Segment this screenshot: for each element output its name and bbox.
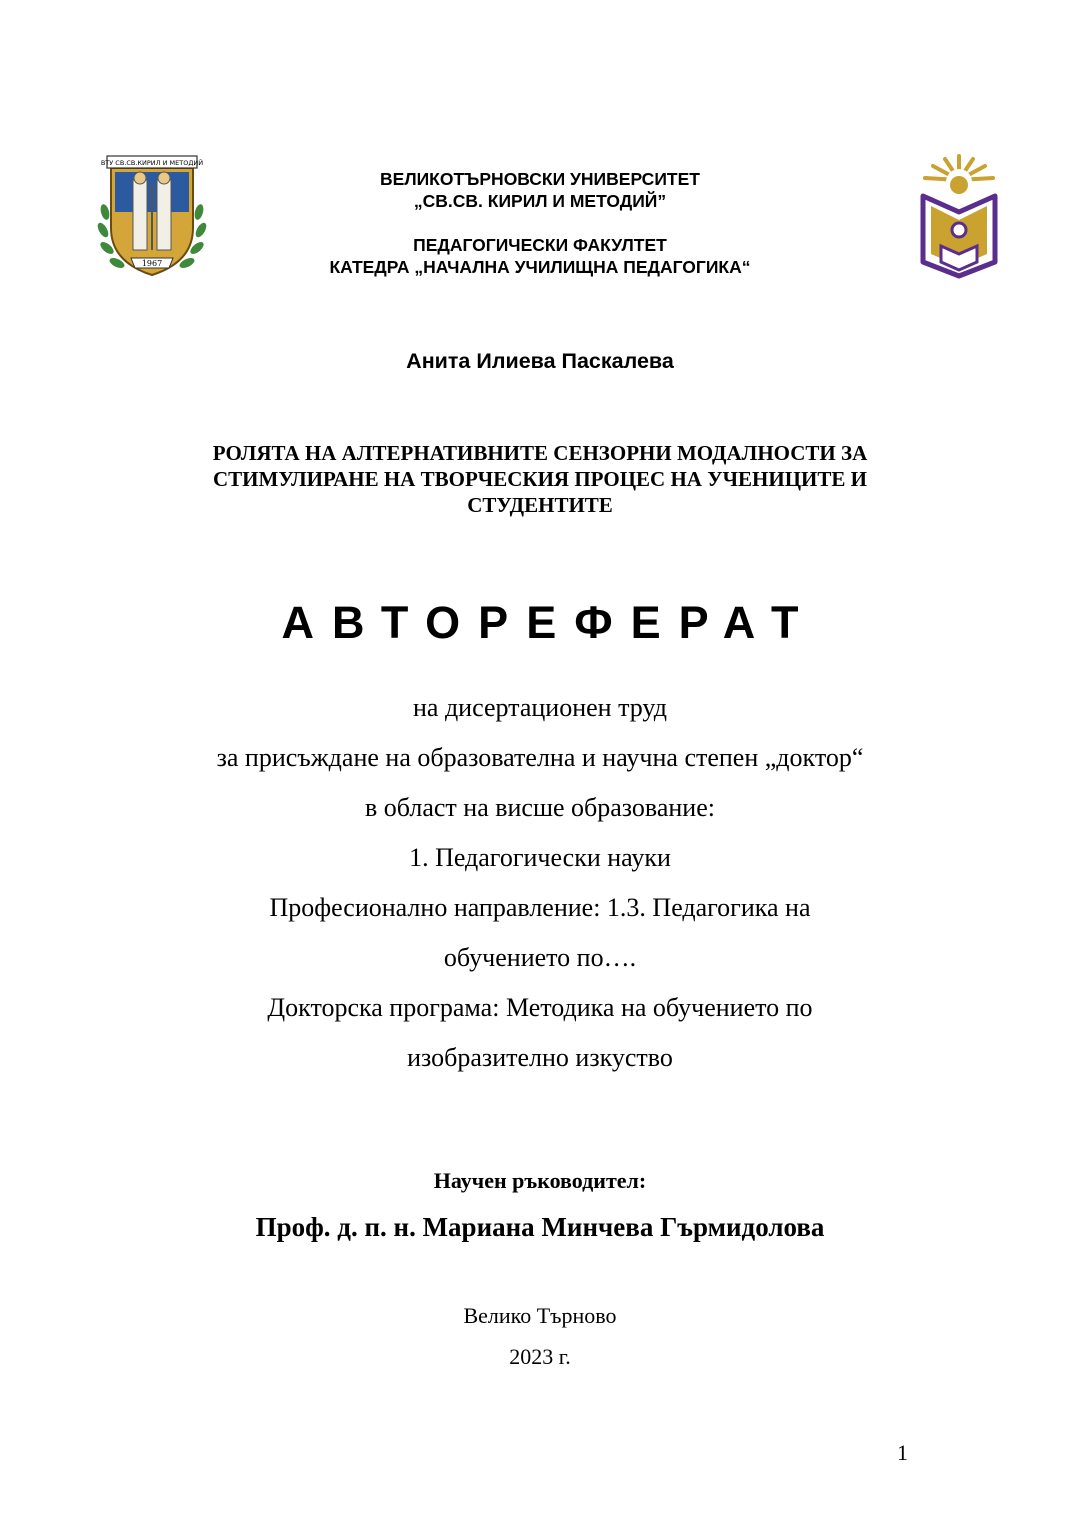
- description-line: обучението по….: [443, 943, 637, 972]
- description-line: 1. Педагогически науки: [409, 843, 671, 872]
- supervisor-name: Проф. д. п. н. Мариана Минчева Гърмидолова: [255, 1212, 825, 1242]
- crest-ribbon-text: ВТУ СВ.СВ.КИРИЛ И МЕТОДИЙ: [100, 159, 204, 167]
- thesis-title: [130, 440, 950, 518]
- description-line: изобразително изкуство: [407, 1043, 673, 1072]
- description-line: Докторска програма: Методика на обучението по: [267, 993, 813, 1022]
- description-line: на дисертационен труд: [413, 693, 667, 722]
- crest-year: 1967: [141, 259, 163, 268]
- university-name: [230, 168, 850, 212]
- degree-description: [0, 683, 1080, 1083]
- supervisor-label: Научен ръководител:: [433, 1168, 647, 1193]
- city: Велико Търново: [463, 1303, 617, 1328]
- description-line: Професионално направление: 1.3. Педагогика на: [269, 893, 811, 922]
- year: 2023 г.: [509, 1344, 571, 1369]
- faculty-department: [230, 234, 850, 278]
- page-number: 1: [897, 1440, 908, 1465]
- university-line-1: ВЕЛИКОТЪРНОВСКИ УНИВЕРСИТЕТ: [380, 169, 700, 189]
- document-type-heading: АВТОРЕФЕРАТ: [281, 597, 817, 648]
- author-name: Анита Илиева Паскалева: [406, 349, 674, 373]
- thesis-title-line-3: СТУДЕНТИТЕ: [467, 493, 613, 517]
- thesis-title-line-2: СТИМУЛИРАНЕ НА ТВОРЧЕСКИЯ ПРОЦЕС НА УЧЕНИЦИТЕ И: [213, 467, 867, 491]
- faculty-name: ПЕДАГОГИЧЕСКИ ФАКУЛТЕТ: [413, 235, 667, 255]
- university-line-2: „СВ.СВ. КИРИЛ И МЕТОДИЙ”: [413, 191, 667, 211]
- faculty-emblem-logo: [915, 150, 1003, 280]
- thesis-title-line-1: РОЛЯТА НА АЛТЕРНАТИВНИТЕ СЕНЗОРНИ МОДАЛНОСТИ ЗА: [212, 441, 868, 465]
- university-crest-logo: [97, 150, 207, 285]
- department-name: КАТЕДРА „НАЧАЛНА УЧИЛИЩНА ПЕДАГОГИКА“: [329, 257, 751, 277]
- description-line: в област на висше образование:: [365, 793, 715, 822]
- description-line: за присъждане на образователна и научна степен „доктор“: [216, 743, 864, 772]
